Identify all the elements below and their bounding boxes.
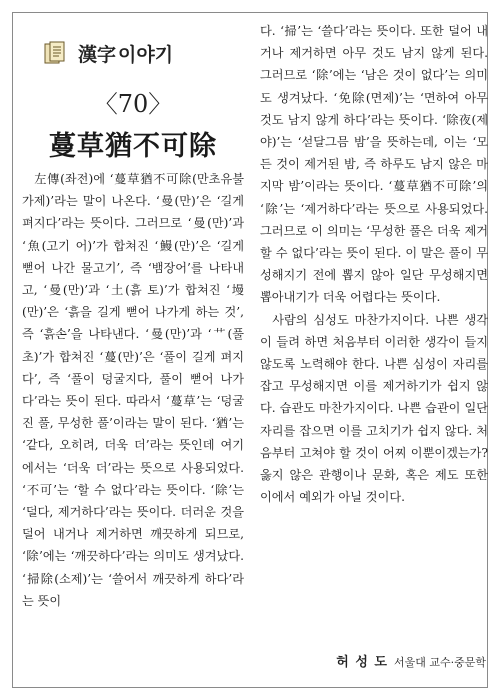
- series-korean: 이야기: [118, 43, 174, 66]
- right-column-text: [260, 20, 488, 508]
- series-title: [78, 40, 173, 67]
- left-column-text: [22, 168, 244, 612]
- scroll-icon: [42, 39, 70, 67]
- byline: [336, 651, 486, 670]
- author-affiliation: 서울대 교수·중문학: [393, 656, 486, 669]
- right-column: [260, 20, 488, 680]
- series-hanja: 漢字: [78, 43, 117, 66]
- left-column: [22, 20, 244, 680]
- author-name: 허 성 도: [336, 655, 388, 670]
- paragraph-1-continued: 다. ‘掃’는 ‘쓸다’라는 뜻이다. 또한 덜어 내거나 제거하면 아무 것도 남지 않게 된다. 그러므로 ‘除’에는 ‘남은 것이 없다’는 의미도 생겨났다. ‘免除(면제)’는 ‘면하여 아무 것도 남지 않게 하다’라는 뜻이다. ‘除夜(제야)’는 ‘섣달그믐 밤’을 뜻하는데, 이는 ‘모든 것이 제거된 밤, 즉 하루도 남지 않은 마지막 밤’이라는 뜻이다. ‘蔓草猶不可除’의 ‘除’는 ‘제거하다’라는 뜻으로 사용되었다. 그러므로 이 의미는 ‘무성한 풀은 더욱 제거할 수 없다’라는 뜻이 된다. 이 말은 풀이 무성해지기 전에 뽑지 않아 일단 무성해지면 뽑아내기가 더욱 어렵다는 뜻이다.: [260, 24, 488, 305]
- article-header: [22, 36, 244, 166]
- issue-number: 〈70〉: [93, 90, 173, 118]
- paragraph-1: 左傳(좌전)에 ‘蔓草猶不可除(만초유불가제)’라는 말이 나온다. ‘曼(만)’은 ‘길게 펴지다’라는 뜻이다. 그러므로 ‘曼(만)’과 ‘魚(고기 어)’가 합쳐진 ‘鰻(만)’은 ‘길게 뻗어 나간 물고기’, 즉 ‘뱀장어’를 나타내고, ‘曼(만)’과 ‘土(흙 토)’가 합쳐진 ‘墁(만)’은 ‘흙을 길게 뻗어 나가게 하는 것’, 즉 ‘흙손’을 나타낸다. ‘曼(만)’과 ‘艹(풀 초)’가 합쳐진 ‘蔓(만)’은 ‘풀이 길게 펴지다’, 즉 ‘풀이 덩굴지다, 풀이 뻗어 나가다’라는 뜻이 된다. 따라서 ‘蔓草’는 ‘덩굴진 풀, 무성한 풀’이라는 말이 된다. ‘猶’는 ‘같다, 오히려, 더욱 더’라는 뜻인데 여기에서는 ‘더욱 더’라는 뜻으로 사용되었다. ‘不可’는 ‘할 수 없다’라는 뜻이다. ‘除’는 ‘덜다, 제거하다’라는 뜻이다. 더러운 것을 덜어 내거나 제거하면 깨끗하게 되므로, ‘除’에는 ‘깨끗하다’라는 의미도 생겨났다. ‘掃除(소제)’는 ‘쓸어서 깨끗하게 하다’라는 뜻이: [22, 172, 244, 608]
- article-title: 蔓草猶不可除: [49, 131, 217, 162]
- paragraph-2: 사람의 심성도 마찬가지이다. 나쁜 생각이 들려 하면 처음부터 이러한 생각이 들지 않도록 노력해야 한다. 나쁜 심성이 자리를 잡고 무성해지면 이를 제거하기가 쉽지 않다. 습관도 마찬가지이다. 나쁜 습관이 일단 자리를 잡으면 이를 고치기가 쉽지 않다. 처음부터 고쳐야 할 것이 어찌 이뿐이겠는가? 옳지 않은 관행이나 문화, 혹은 제도 또한 이에서 예외가 아닐 것이다.: [260, 312, 488, 505]
- series-logo: [42, 36, 173, 70]
